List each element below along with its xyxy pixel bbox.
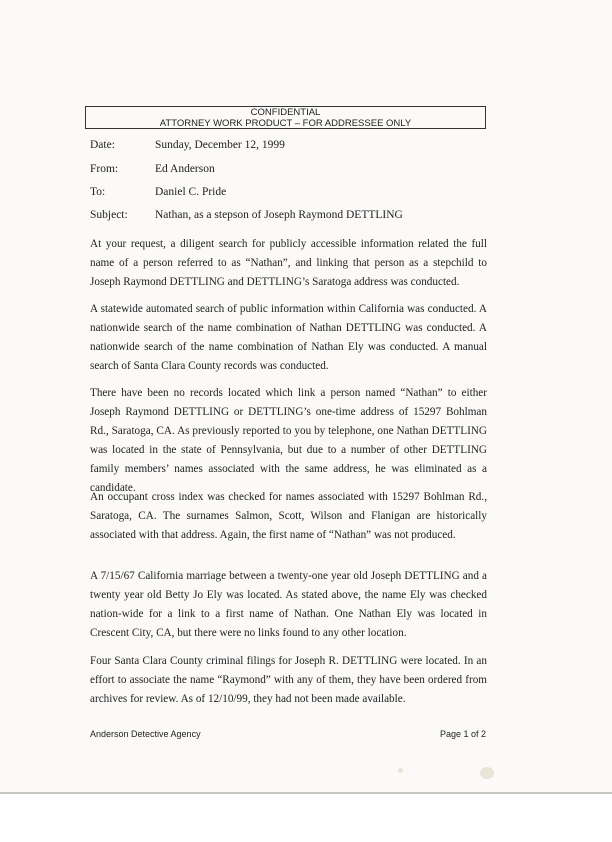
paragraph: Four Santa Clara County criminal filings for Joseph R. DETTLING were located. In an effort to associate the name “Raymond” with any of them, they have been ordered from archives for review. As of 12/10/99, they had not been made available. — [90, 655, 487, 706]
subject-value: Nathan, as a stepson of Joseph Raymond DETTLING — [155, 209, 403, 221]
from-label: From: — [90, 163, 119, 175]
to-label: To: — [90, 186, 106, 198]
work-product-notice: ATTORNEY WORK PRODUCT – FOR ADDRESSEE ONLY — [159, 117, 412, 129]
paragraph: A statewide automated search of public information within California was conducted. A nationwide search of the name combination of Nathan DETTLING was conducted. A nationwide search of the name combination of Nathan Ely was conducted. A manual search of Santa Clara County records was conducted. — [90, 303, 487, 373]
subject-label: Subject: — [90, 209, 128, 221]
footer-agency: Anderson Detective Agency — [90, 729, 201, 739]
paper-stain — [480, 767, 494, 779]
to-value: Daniel C. Pride — [155, 186, 227, 198]
confidential-banner — [85, 106, 486, 129]
paragraph: An occupant cross index was checked for names associated with 15297 Bohlman Rd., Saratoga, CA. The surnames Salmon, Scott, Wilson and Flanigan are historically associated with that address. Again, the first name of “Nathan” was not produced. — [90, 491, 487, 542]
footer-page-number: Page 1 of 2 — [439, 729, 486, 739]
paragraph: At your request, a diligent search for publicly accessible information related the full name of a person referred to as “Nathan”, and linking that person as a stepchild to Joseph Raymond DETTLING and DETTLING’s Saratoga address was conducted. — [90, 238, 487, 289]
paragraph: There have been no records located which link a person named “Nathan” to either Joseph Raymond DETTLING or DETTLING’s one-time address of 15297 Bohlman Rd., Saratoga, CA. As previously reported to you by telephone, one Nathan DETTLING was located in the state of Pennsylvania, but due to a number of other DETTLING family members’ names associated with the same address, he was eliminated as a candidate. — [90, 387, 487, 495]
date-value: Sunday, December 12, 1999 — [155, 139, 285, 151]
confidential-title: CONFIDENTIAL — [250, 107, 321, 118]
from-value: Ed Anderson — [155, 163, 215, 175]
paragraph: A 7/15/67 California marriage between a twenty-one year old Joseph DETTLING and a twenty year old Betty Jo Ely was located. As stated above, the name Ely was checked nation-wide for a link to a first name of Nathan. One Nathan Ely was located in Crescent City, CA, but there were no links found to any other location. — [90, 570, 487, 640]
date-label: Date: — [90, 139, 115, 151]
paper-stain — [398, 768, 403, 773]
